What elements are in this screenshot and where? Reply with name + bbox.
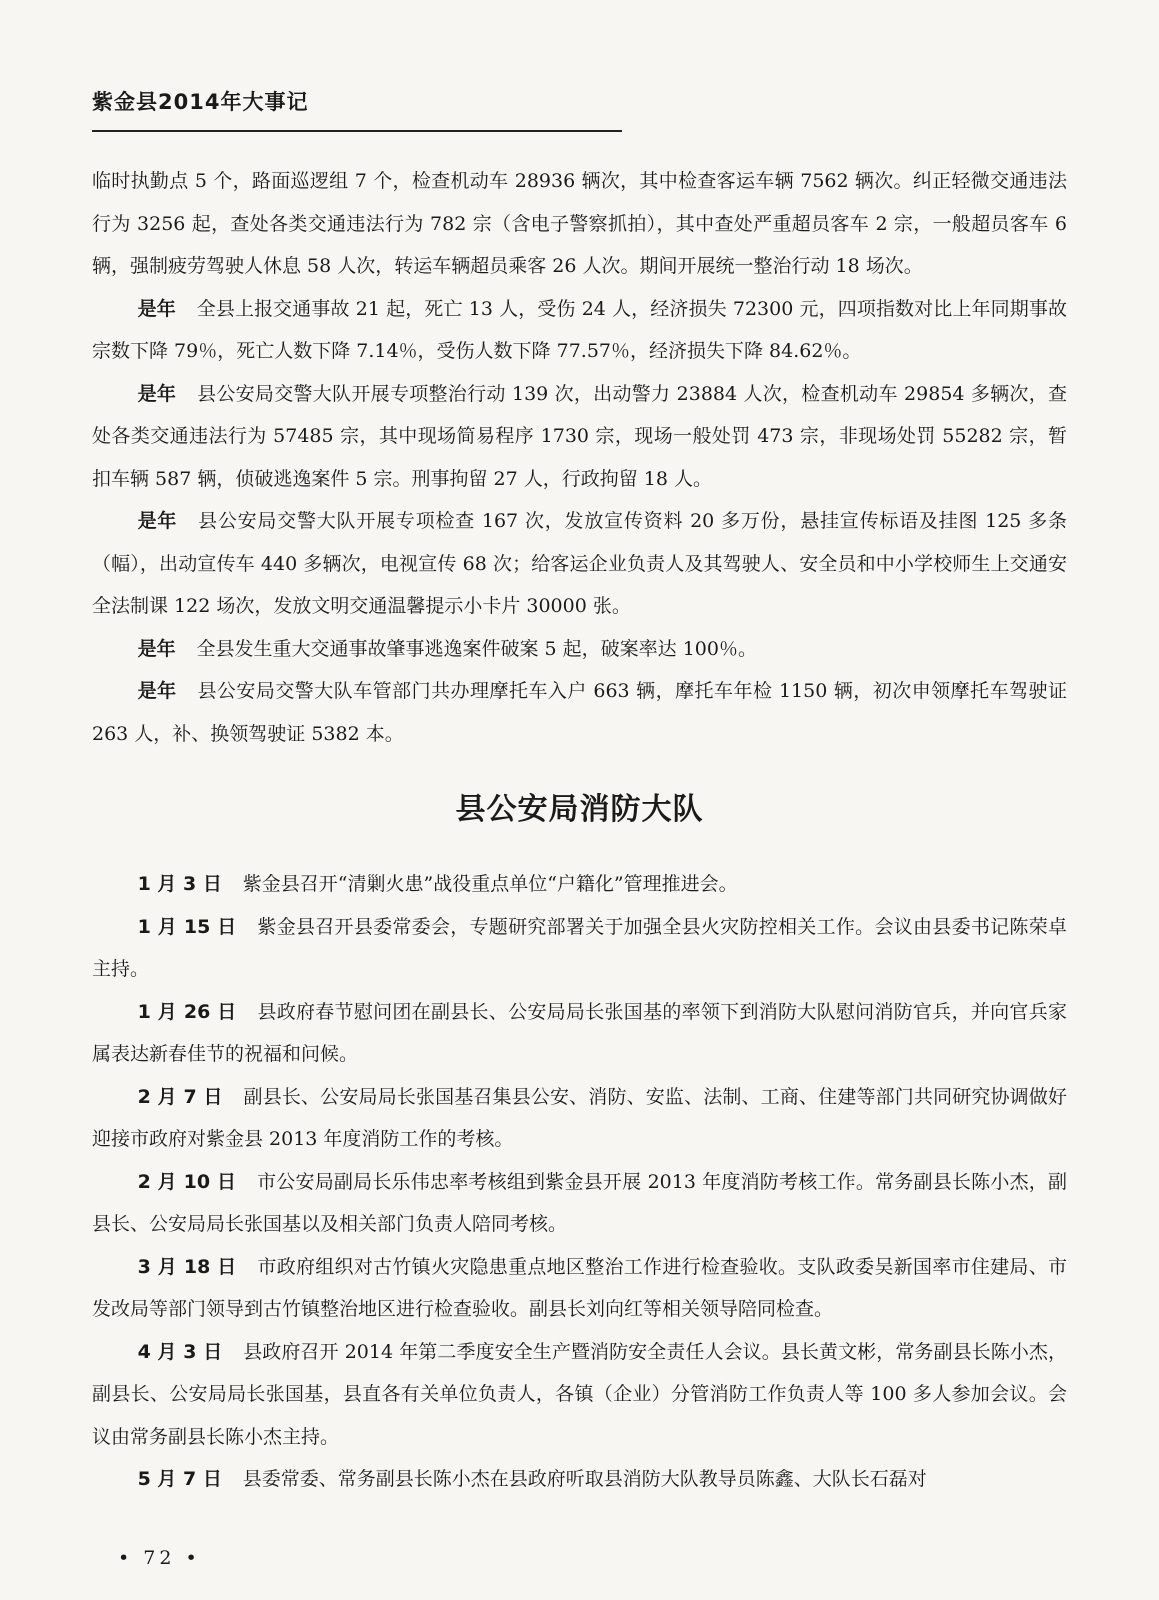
entry-date: 3 月 18 日 [137,1255,237,1278]
date-entry [92,1076,1067,1161]
entry-text: 副县长、公安局局长张国基召集县公安、消防、安监、法制、工商、住建等部门共同研究协调做好迎接市政府对紫金县 2013 年度消防工作的考核。 [92,1085,1067,1150]
entry-date: 2 月 7 日 [137,1085,223,1108]
entry-text: 县政府春节慰问团在副县长、公安局局长张国基的率领下到消防大队慰问消防官兵，并向官兵家属表达新春佳节的祝福和问候。 [92,1000,1067,1065]
entry-date: 4 月 3 日 [137,1340,223,1363]
entry-date: 2 月 10 日 [137,1170,237,1193]
date-entry [92,1246,1067,1331]
entry-lead: 是年 [137,637,176,660]
date-entry [92,1161,1067,1246]
entry-lead: 是年 [137,382,177,405]
running-header: 紫金县2014年大事记 [92,90,309,114]
year-entry [92,628,1067,671]
entry-text: 县委常委、常务副县长陈小杰在县政府听取县消防大队教导员陈鑫、大队长石磊对 [242,1468,927,1490]
date-entry [92,1458,1067,1501]
year-entry [92,500,1067,628]
entry-date: 5 月 7 日 [137,1468,222,1490]
date-entry [92,906,1067,991]
date-entry [92,991,1067,1076]
entry-text: 县公安局交警大队开展专项整治行动 139 次，出动警力 23884 人次，检查机动车 29854 多辆次，查处各类交通违法行为 57485 宗，其中现场简易程序 1730 宗，现场一般处罚 473 宗，非现场处罚 55282 宗，暂扣车辆 587 辆，侦破逃逸案件 5 宗。刑事拘留 27 人，行政拘留 18 人。 [92,382,1067,490]
entry-text: 全县上报交通事故 21 起，死亡 13 人，受伤 24 人，经济损失 72300 元，四项指数对比上年同期事故宗数下降 79％，死亡人数下降 7.14％，受伤人数下降 77.57％，经济损失下降 84.62％。 [92,297,1067,362]
entry-text: 紫金县召开“清剿火患”战役重点单位“户籍化”管理推进会。 [242,873,738,895]
entry-date: 1 月 15 日 [137,915,237,938]
entry-date: 1 月 3 日 [137,873,222,895]
entry-text: 紫金县召开县委常委会，专题研究部署关于加强全县火灾防控相关工作。会议由县委书记陈荣卓主持。 [92,915,1067,980]
year-entry [92,670,1067,755]
page-number: • 72 • [118,1547,201,1569]
year-entry [92,288,1067,373]
entry-lead: 是年 [137,680,177,702]
header-rule [92,130,622,132]
entry-lead: 是年 [137,297,176,320]
section-title: 县公安局消防大队 [455,792,704,827]
entry-text: 县公安局交警大队车管部门共办理摩托车入户 663 辆，摩托车年检 1150 辆，初次申领摩托车驾驶证 263 人，补、换领驾驶证 5382 本。 [92,680,1067,745]
entry-text: 县政府召开 2014 年第二季度安全生产暨消防安全责任人会议。县长黄文彬，常务副县长陈小杰，副县长、公安局局长张国基，县直各有关单位负责人，各镇（企业）分管消防工作负责人等 100 多人参加会议。会议由常务副县长陈小杰主持。 [92,1340,1067,1448]
date-entry [92,1331,1067,1459]
entry-date: 1 月 26 日 [137,1000,237,1023]
entry-lead: 是年 [137,510,178,532]
entry-text: 市公安局副局长乐伟忠率考核组到紫金县开展 2013 年度消防考核工作。常务副县长陈小杰，副县长、公安局局长张国基以及相关部门负责人陪同考核。 [92,1170,1067,1235]
date-entry [92,863,1067,906]
entry-text: 全县发生重大交通事故肇事逃逸案件破案 5 起，破案率达 100％。 [196,637,757,660]
continuation-paragraph: 临时执勤点 5 个，路面巡逻组 7 个，检查机动车 28936 辆次，其中检查客运车辆 7562 辆次。纠正轻微交通违法行为 3256 起，查处各类交通违法行为 782 宗（含电子警察抓拍），其中查处严重超员客车 2 宗，一般超员客车 6 辆，强制疲劳驾驶人休息 58 人次，转运车辆超员乘客 26 人次。期间开展统一整治行动 18 场次。 [92,170,1067,277]
page-body [92,160,1067,1501]
entry-text: 县公安局交警大队开展专项检查 167 次，发放宣传资料 20 多万份，悬挂宣传标语及挂图 125 多条（幅），出动宣传车 440 多辆次，电视宣传 68 次；给客运企业负责人及其驾驶人、安全员和中小学校师生上交通安全法制课 122 场次，发放文明交通温馨提示小卡片 30000 张。 [92,510,1067,617]
year-entry [92,373,1067,501]
entry-text: 市政府组织对古竹镇火灾隐患重点地区整治工作进行检查验收。支队政委吴新国率市住建局、市发改局等部门领导到古竹镇整治地区进行检查验收。副县长刘向红等相关领导陪同检查。 [92,1255,1067,1320]
